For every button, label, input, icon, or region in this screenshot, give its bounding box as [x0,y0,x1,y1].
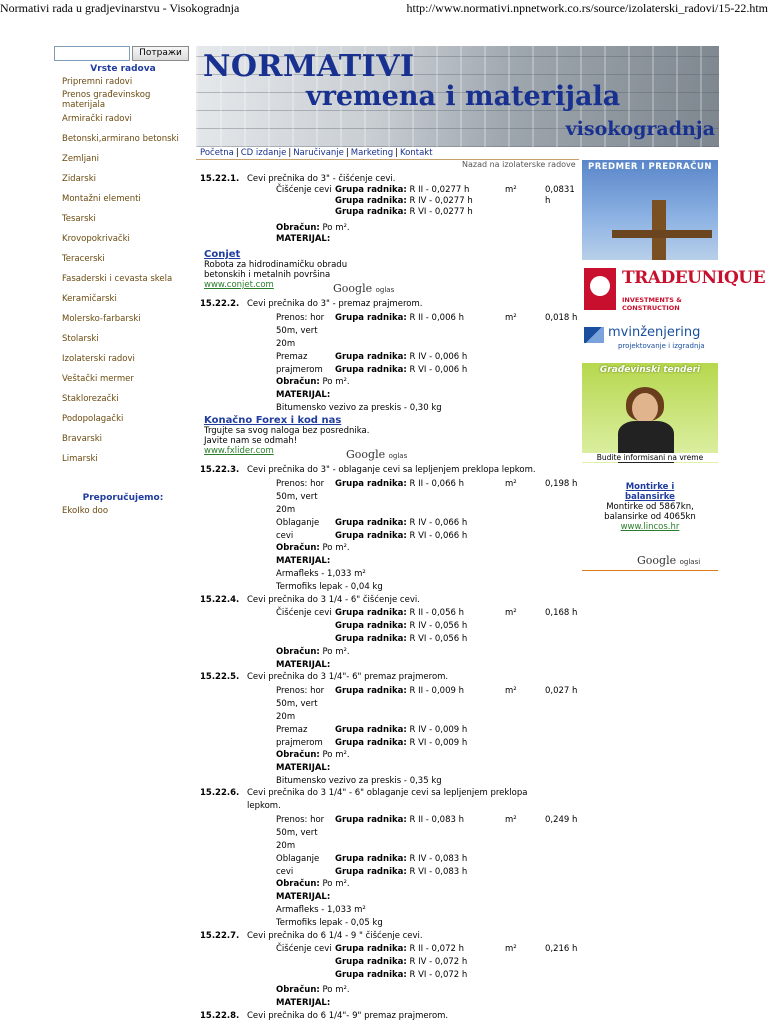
entry-title: Cevi prečnika do 6 1/4"- 9" premaz prajmerom. [247,1011,449,1021]
work-item: cevi [276,531,294,541]
entry-title: Cevi prečnika do 6 1/4 - 9 " čišćenje cevi. [247,931,423,941]
top-nav [200,148,433,158]
crew-value: R VI - 0,006 h [409,365,468,375]
crew-label: Grupa radnika: [335,313,407,323]
calc-label: Obračun: [276,750,320,760]
table-row [200,569,580,580]
table-row [200,377,580,388]
table-row [200,634,580,645]
search-form [54,46,192,62]
entry-code: 15.22.4. [200,595,240,605]
banner-ad-text: TRADEUNIQUE [622,268,766,288]
banner-ad-predmer[interactable] [582,160,718,260]
work-item: 20m [276,841,296,851]
banner-title: NORMATIVI [203,49,415,84]
sidebar-item-krovopokrivacki[interactable]: Krovopokrivački [62,234,130,244]
table-row [200,196,580,207]
nav-cd[interactable]: CD izdanje [240,148,287,158]
calc-value: Po m². [322,985,350,995]
table-row [200,365,580,376]
nav-marketing[interactable]: Marketing [350,148,394,158]
crew-value: R IV - 0,006 h [409,352,468,362]
back-link[interactable]: Nazad na izolaterske radove [462,160,576,169]
ad-title[interactable]: Konačno Forex i kod nas [204,415,342,426]
mvi-logo-icon [584,327,604,343]
calc-value: Po m². [322,750,350,760]
print-url: http://www.normativi.npnetwork.co.rs/source/izolaterski_radovi/15-22.htm [406,1,768,15]
table-row [200,660,580,671]
sidebar-item-podopolagacki[interactable]: Podopolagački [62,414,124,424]
table-row [200,985,580,996]
table-row [200,750,580,761]
entry-code: 15.22.8. [200,1011,240,1021]
google-wordmark: Google [346,448,386,461]
nav-contact[interactable]: Kontakt [400,148,433,158]
work-item: 50m, vert [276,492,318,502]
sidebar-item-betonski[interactable]: Betonski,armirano betonski [62,134,179,144]
entry-code: 15.22.2. [200,299,240,309]
crew-value: R VI - 0,056 h [409,634,468,644]
work-item: 20m [276,712,296,722]
table-row [200,957,580,968]
ad-line: Robota za hidrodinamičku obradu [204,260,348,270]
table-row [200,879,580,890]
banner-ad-tenderi[interactable] [582,363,718,463]
entry-title-cont: lepkom. [247,801,281,811]
calc-label: Obračun: [276,985,320,995]
crew-label: Grupa radnika: [335,867,407,877]
table-row [200,339,580,350]
material-item: Armafleks - 1,033 m² [276,905,366,915]
entry-title: Cevi prečnika do 3" - oblaganje cevi sa lepljenjem preklopa lepkom. [247,465,536,475]
sidebar-item-limarski[interactable]: Limarski [62,454,98,464]
unit: m² [505,686,517,696]
banner-ad-text: mvinženjering [608,325,701,340]
calc-label: Obračun: [276,543,320,553]
table-row [200,944,580,955]
crew-value: R II - 0,0277 h [409,185,470,195]
table-row [200,531,580,542]
work-item: 50m, vert [276,326,318,336]
crew-value: R II - 0,009 h [409,686,464,696]
unit: m² [505,815,517,825]
banner-ad-text: PREDMER I PREDRAČUN [587,162,713,172]
work-item: Premaz [276,725,308,735]
crew-value: R IV - 0,066 h [409,518,468,528]
sidebar-item-staklorezacki[interactable]: Staklorezački [62,394,119,404]
table-row [200,686,580,697]
nav-order[interactable]: Naručivanje [293,148,344,158]
table-row [200,556,580,567]
crew-label: Grupa radnika: [335,196,407,206]
banner-ad-subtext: projektovanje i izgradnja [618,342,705,350]
work-item: Čišćenje cevi [276,185,332,195]
print-header [0,0,768,18]
sidebar-heading: Vrste radova [90,64,156,74]
crew-value: R IV - 0,009 h [409,725,468,735]
ad-divider [582,570,718,571]
crew-label: Grupa radnika: [335,970,407,980]
crew-label: Grupa radnika: [335,686,407,696]
table-row [200,712,580,723]
total: 0,168 h [545,608,578,618]
sidebar-item-bravarski[interactable]: Bravarski [62,434,102,444]
material-label: MATERIJAL: [276,892,331,902]
beam-illustration [612,230,712,238]
ad-url[interactable]: www.fxlider.com [204,446,274,456]
crew-label: Grupa radnika: [335,185,407,195]
material-item: Bitumensko vezivo za preskis - 0,35 kg [276,776,442,786]
banner-ad-tradeunique[interactable] [582,264,766,314]
nav-home[interactable]: Početna [200,148,234,158]
table-row [200,905,580,916]
table-row [200,313,580,324]
search-button[interactable]: Потражи [132,46,189,61]
table-row [200,207,580,218]
crew-value: R II - 0,006 h [409,313,464,323]
table-row [200,970,580,981]
recommend-link[interactable]: EkoIko doo [62,506,109,516]
google-wordmark: Google [637,554,677,567]
unit: m² [505,608,517,618]
crew-value: R VI - 0,0277 h [409,207,473,217]
crew-label: Grupa radnika: [335,207,407,217]
total: 0,249 h [545,815,578,825]
crew-label: Grupa radnika: [335,815,407,825]
tradeunique-logo-mark [590,276,610,296]
table-row [200,326,580,337]
total: 0,018 h [545,313,578,323]
crew-value: R II - 0,066 h [409,479,464,489]
crew-value: R II - 0,072 h [409,944,464,954]
table-row [200,647,580,658]
crew-label: Grupa radnika: [335,634,407,644]
table-row [200,403,580,414]
work-item: Prenos: hor [276,686,325,696]
table-row [200,582,580,593]
material-item: Armafleks - 1,033 m² [276,569,366,579]
entry-code: 15.22.6. [200,788,240,798]
banner-ad-subtext: INVESTMENTS & CONSTRUCTION [622,296,682,312]
google-ads-logo[interactable] [346,450,407,462]
calc-label: Obračun: [276,223,320,233]
table-row [200,505,580,516]
crew-value: R IV - 0,083 h [409,854,468,864]
total: 0,216 h [545,944,578,954]
sidebar-nav [54,77,192,474]
sidebar-item-armiracki[interactable]: Armirački radovi [62,114,132,124]
crew-value: R IV - 0,0277 h [409,196,473,206]
crew-label: Grupa radnika: [335,608,407,618]
table-row [200,801,580,812]
nav-separator: | [235,148,239,158]
banner-ad-mvinzenjering[interactable] [582,323,718,353]
crew-label: Grupa radnika: [335,957,407,967]
sidebar-item-molersko[interactable]: Molersko-farbarski [62,314,141,324]
material-label: MATERIJAL: [276,763,331,773]
crew-label: Grupa radnika: [335,725,407,735]
ad-line: Javite nam se odmah! [204,436,298,446]
table-row [200,892,580,903]
table-row [200,621,580,632]
entry-code: 15.22.1. [200,174,240,184]
crew-label: Grupa radnika: [335,352,407,362]
sidebar-item-keramicarski[interactable]: Keramičarski [62,294,117,304]
work-item: 50m, vert [276,699,318,709]
material-label: MATERIJAL: [276,660,331,670]
work-item: Prenos: hor [276,313,325,323]
entry-code: 15.22.3. [200,465,240,475]
crew-label: Grupa radnika: [335,531,407,541]
calc-label: Obračun: [276,647,320,657]
left-sidebar [54,46,192,516]
banner-subtitle: vremena i materijala [306,81,621,112]
ad-title[interactable]: Montirke i [625,482,675,492]
table-row [200,234,580,245]
crew-value: R VI - 0,083 h [409,867,468,877]
crew-label: Grupa radnika: [335,479,407,489]
table-row [200,543,580,554]
total: 0,198 h [545,479,578,489]
table-row [200,223,580,234]
site-banner [196,46,719,147]
table-row [200,776,580,787]
banner-ad-caption: Budite informisani na vreme [582,453,718,462]
material-item: Bitumensko vezivo za preskis - 0,30 kg [276,403,442,413]
calc-value: Po m². [322,647,350,657]
crew-value: R II - 0,056 h [409,608,464,618]
calc-label: Obračun: [276,879,320,889]
google-wordmark: Google [333,282,373,295]
table-row [200,492,580,503]
calc-value: Po m². [322,223,350,233]
crew-label: Grupa radnika: [335,518,407,528]
ad-line: betonskih i metalnih površina [204,270,331,280]
work-item: cevi [276,867,294,877]
sidebar-item-montazni[interactable]: Montažni elementi [62,194,141,204]
print-title: Normativi rada u gradjevinarstvu - Visokogradnja [0,1,240,15]
work-item: Prenos: hor [276,815,325,825]
table-row [200,479,580,490]
crew-label: Grupa radnika: [335,621,407,631]
table-row [200,828,580,839]
google-ads-logo[interactable] [333,284,394,296]
total: 0,0831 h [545,185,575,206]
entry-title: Cevi prečnika do 3 1/4" - 6" oblaganje cevi sa lepljenjem preklopa [247,788,528,798]
crew [335,185,469,196]
crew-value: R IV - 0,072 h [409,957,468,967]
sidebar-item-zidarski[interactable]: Zidarski [62,174,96,184]
work-item: 20m [276,339,296,349]
table-row [200,854,580,865]
calc-label: Obračun: [276,377,320,387]
table-row [200,725,580,736]
sidebar-item-tesarski[interactable]: Tesarski [62,214,96,224]
woman-face [632,393,658,423]
ads-label: oglasi [679,558,701,566]
calc-value: Po m². [322,879,350,889]
table-row [200,518,580,529]
entry-code: 15.22.7. [200,931,240,941]
entry-title: Cevi prečnika do 3" - čišćenje cevi. [247,174,396,184]
crew-label: Grupa radnika: [335,365,407,375]
ad-title[interactable]: Conjet [204,249,241,260]
material-label: MATERIJAL: [276,556,331,566]
crew-value: R VI - 0,066 h [409,531,468,541]
work-item: Čišćenje cevi [276,944,332,954]
ads-label: oglas [375,286,395,294]
unit: m² [505,479,517,489]
sidebar-item-fasaderski[interactable]: Fasaderski i cevasta skela [62,274,173,284]
sidebar-item-prenos[interactable]: Prenos građevinskog materijala [62,90,151,110]
unit: m² [505,944,517,954]
entry-title: Cevi prečnika do 3" - premaz prajmerom. [247,299,423,309]
crew-label: Grupa radnika: [335,854,407,864]
calc-value: Po m². [322,543,350,553]
sidebar-item-teracerski[interactable]: Teracerski [62,254,105,264]
ad-title[interactable]: balansirke [625,492,675,502]
sidebar-item-pripremni[interactable]: Pripremni radovi [62,77,133,87]
unit: m² [505,313,517,323]
material-label: MATERIJAL: [276,234,331,244]
total: 0,027 h [545,686,578,696]
entry-title: Cevi prečnika do 3 1/4 - 6" čišćenje cevi. [247,595,420,605]
entry-code: 15.22.5. [200,672,240,682]
entry-title: Cevi prečnika do 3 1/4"- 6" premaz prajmerom. [247,672,449,682]
table-row [200,763,580,774]
sidebar-item-izolaterski[interactable]: Izolaterski radovi [62,354,135,364]
table-row [200,815,580,826]
crew-value: R IV - 0,056 h [409,621,468,631]
work-item: Premaz [276,352,308,362]
material-label: MATERIJAL: [276,998,331,1008]
material-label: MATERIJAL: [276,390,331,400]
table-row [200,699,580,710]
sidebar-item-stolarski[interactable]: Stolarski [62,334,99,344]
ads-label: oglas [388,452,408,460]
unit: m² [505,185,517,195]
work-item: 20m [276,505,296,515]
ad-line: Trgujte sa svog naloga bez posrednika. [204,426,370,436]
material-item: Termofiks lepak - 0,05 kg [276,918,383,928]
crew-value: R VI - 0,072 h [409,970,468,980]
table-row [200,608,580,619]
table-row [200,918,580,929]
crew-label: Grupa radnika: [335,738,407,748]
work-item: 50m, vert [276,828,318,838]
banner-ad-text: Građevinski tenderi [599,365,701,375]
crew-value: R VI - 0,009 h [409,738,468,748]
nav-separator: | [345,148,349,158]
crew-value: R II - 0,083 h [409,815,464,825]
ad-line: Montirke od 5867kn, [606,502,694,512]
work-item: Oblaganje [276,518,320,528]
material-item: Termofiks lepak - 0,04 kg [276,582,383,592]
work-item: Čišćenje cevi [276,608,332,618]
table-row [200,352,580,363]
calc-value: Po m². [322,377,350,387]
sidebar-item-zemljani[interactable]: Zemljani [62,154,100,164]
ad-url[interactable]: www.conjet.com [204,280,274,290]
nav-separator: | [288,148,292,158]
recommend-heading: Preporučujemo: [82,493,164,503]
table-row [200,998,580,1009]
table-row [200,841,580,852]
search-input[interactable] [54,46,130,61]
work-item: Oblaganje [276,854,320,864]
table-row [200,390,580,401]
google-ads-logo[interactable] [637,554,700,567]
sidebar-item-vestacki-mermer[interactable]: Veštački mermer [62,374,134,384]
nav-separator: | [395,148,399,158]
table-row [200,867,580,878]
work-item: prajmerom [276,365,323,375]
ad-line: balansirke od 4065kn [604,512,696,522]
ad-url[interactable]: www.lincos.hr [620,522,680,532]
banner-tagline: visokogradnja [565,118,715,140]
work-item: Prenos: hor [276,479,325,489]
crew-label: Grupa radnika: [335,944,407,954]
text-ad-lincos [582,482,718,532]
work-item: prajmerom [276,738,323,748]
table-row [200,738,580,749]
